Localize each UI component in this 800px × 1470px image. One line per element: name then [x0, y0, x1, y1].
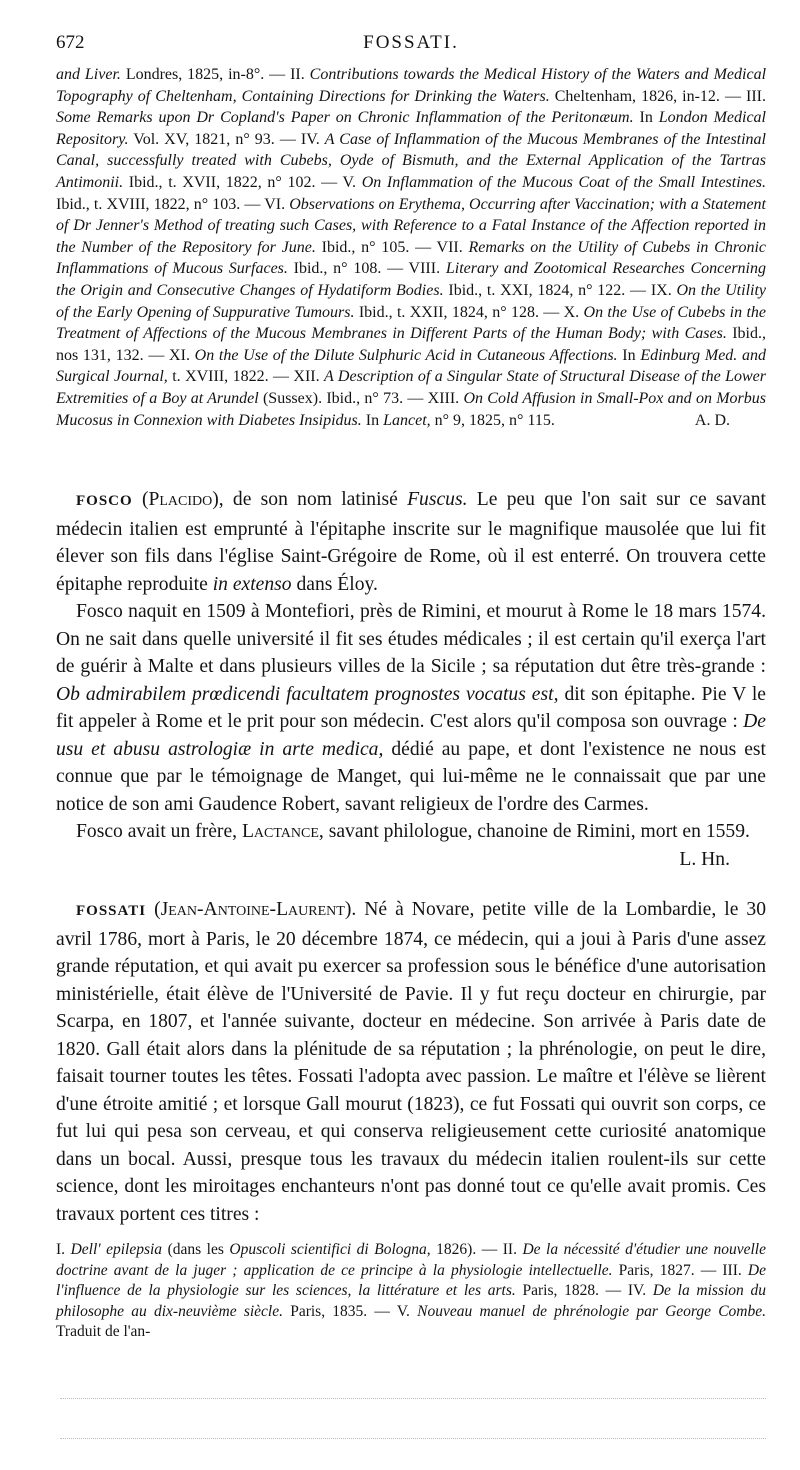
- text-run: Fosco avait un frère,: [76, 821, 242, 842]
- running-head: FOSSATI.: [363, 32, 459, 53]
- text-run: (Sussex). Ibid., n° 73. — XIII.: [258, 389, 464, 407]
- divider: [60, 1438, 766, 1439]
- italic-run: Contributions towards the Medical History of the Waters and Medical Topography of Cheltenham, Containing Directions for Drinking the Waters.: [56, 66, 767, 105]
- fosco-paragraph-3: [56, 818, 766, 870]
- italic-run: De la mission du philosophe au dix-neuvième siècle.: [56, 1282, 766, 1320]
- italic-run: London Medical Repository.: [56, 109, 766, 148]
- entry-fossati: [56, 896, 766, 1228]
- text-run: (dans les: [162, 1241, 230, 1258]
- text-run: n° 9, 1825, n° 115.: [430, 411, 555, 429]
- italic-run: On Cold Affusion in Small-Pox and on Morbus Mucosus in Connexion with Diabetes Insipidus.: [56, 389, 767, 429]
- italic-run: De la nécessité d'étudier une nouvelle doctrine avant de la juger ; application de ce principe à la physiologie intellectuelle.: [56, 1241, 766, 1279]
- entry-fosco: [56, 486, 766, 873]
- fossati-bibliography: [56, 1240, 766, 1343]
- text-run: Ibid., t. XVIII, 1822, n° 103. — VI.: [56, 195, 290, 213]
- italic-run: Observations on Erythema, Occurring after Vaccination; with a Statement of Dr Jenner's Method of treating such Cases, with Reference to a Fatal Instance of the Affection reported in the Number of the Repository for June.: [56, 195, 766, 256]
- entry-headword: FOSCO: [76, 493, 133, 509]
- text-run: Traduit de l'an-: [56, 1323, 151, 1340]
- text-run: Fosco naquit en 1509 à Montefiori, près de Rimini, et mourut à Rome le 18 mars 1574. On ne sait dans quelle université il fit ses études médicales ; il est certain qu'il exerça l'art de guérir à Malte et dans plusieurs villes de la Sicile ; sa réputation dut être très-grande :: [56, 601, 766, 677]
- italic-run: Ob admirabilem prœdicendi facultatem prognostes vocatus est,: [56, 683, 559, 705]
- italic-run: Edinburg Med. and Surgical Journal,: [56, 346, 767, 386]
- italic-run: A Case of Inflammation of the Mucous Membranes of the Intestinal Canal, successfully treated with Cubebs, Oyde of Bismuth, and the External Application of the Tartras Antimonii.: [56, 130, 767, 191]
- italic-run: A Description of a Singular State of Structural Disease of the Lower Extremities of a Boy at Arundel: [56, 368, 767, 407]
- text-run: In: [633, 109, 659, 127]
- italic-run: De usu et abusu astrologiæ in arte medica,: [56, 711, 766, 760]
- text-run: Vol. XV, 1821, n° 93. — IV.: [128, 130, 325, 148]
- author-signature: L. Hn.: [679, 848, 730, 870]
- text-run: ), de son nom latinisé: [212, 489, 408, 510]
- text-run: dédié au pape, et dont l'existence ne nous est connue que par le témoignage de Manget, qui lui-même ne le connaissait que par une notice de son ami Gaudence Robert, savant religieux de l'ordre des Carmes.: [56, 738, 766, 815]
- text-run: In: [617, 346, 641, 364]
- text-run: dans Éloy.: [291, 573, 378, 595]
- text-run: 1826). — II.: [430, 1241, 523, 1258]
- text-run: t. XVIII, 1822. — XII.: [167, 368, 325, 386]
- text-run: , savant philologue, chanoine de Rimini, mort en 1559.: [318, 821, 750, 842]
- italic-run: De l'influence de la physiologie sur les sciences, la littérature et les arts.: [56, 1261, 766, 1299]
- fosco-paragraph-2: [56, 598, 766, 818]
- text-run: (: [132, 489, 149, 510]
- italic-run: Dell' epilepsia: [70, 1241, 163, 1258]
- italic-run: On Inflammation of the Mucous Coat of the Small Intestines.: [361, 173, 767, 191]
- italic-run: and Liver.: [56, 66, 121, 83]
- text-run: Paris, 1835. — V.: [282, 1302, 418, 1320]
- italic-run: Some Remarks upon Dr Copland's Paper on Chronic Inflammation of the Peritonæum.: [56, 109, 634, 127]
- bibliography-text: [56, 66, 766, 429]
- text-run: Ibid., nos 131, 132. — XI.: [56, 325, 766, 364]
- text-run: Ibid., n° 108. — VIII.: [287, 260, 446, 278]
- italic-run: Literary and Zootomical Researches Concerning the Origin and Consecutive Changes of Hydatiform Bodies.: [56, 260, 766, 299]
- text-run: Ibid., t. XVII, 1822, n° 102. — V.: [123, 173, 362, 191]
- page-number: 672: [56, 32, 85, 53]
- text-run: I.: [56, 1241, 71, 1258]
- italic-run: On the Utility of the Early Opening of Suppurative Tumours.: [56, 281, 767, 321]
- page-header: [56, 32, 766, 58]
- text-run: Ibid., t. XXII, 1824, n° 128. — X.: [354, 303, 584, 321]
- text-run: Cheltenham, 1826, in-12. — III.: [549, 87, 766, 105]
- text-run: Le peu que l'on sait sur ce savant médecin italien est emprunté à l'épitaphe inscrite sur le magnifique mausolée que lui fit élever son fils dans l'église Saint-Grégoire de Rome, où il est enterré. On trouvera cette épitaphe reproduite: [56, 489, 766, 595]
- italic-run: Lancet,: [383, 411, 431, 429]
- small-caps-run: Jean-Antoine-Laurent: [160, 899, 345, 920]
- text-run: dit son épitaphe. Pie V le fit appeler à Rome et le prit pour son médecin. C'est alors qu'il composa son ouvrage :: [56, 683, 767, 732]
- small-caps-run: Lactance: [241, 821, 319, 842]
- italic-run: Remarks on the Utility of Cubebs in Chronic Inflammations of Mucous Surfaces.: [56, 238, 767, 278]
- text-run: Ibid., t. XXI, 1824, n° 122. — IX.: [443, 281, 677, 299]
- italic-run: Fuscus.: [407, 489, 468, 510]
- previous-entry-bibliography: [56, 64, 766, 431]
- small-caps-run: Placido: [148, 489, 213, 510]
- text-run: Londres, 1825, in-8°. — II.: [120, 66, 310, 83]
- text-run: Ibid., n° 105. — VII.: [315, 238, 469, 256]
- text-run: In: [361, 411, 384, 429]
- italic-run: On the Use of the Dilute Sulphuric Acid in Cutaneous Affections.: [194, 346, 618, 364]
- text-run: (: [146, 899, 161, 920]
- italic-run: in extenso: [212, 573, 292, 595]
- text-run: Paris, 1827. — III.: [612, 1261, 748, 1279]
- bibliography-text: [56, 1241, 766, 1340]
- text-run: Paris, 1828. — IV.: [515, 1282, 653, 1299]
- italic-run: On the Use of Cubebs in the Treatment of Affections of the Mucous Membranes in Different Parts of the Human Body; with Cases.: [56, 303, 767, 343]
- italic-run: Opuscoli scientifici di Bologna,: [229, 1241, 431, 1258]
- text-run: ). Né à Novare, petite ville de la Lombardie, le 30 avril 1786, mort à Paris, le 20 décembre 1874, ce médecin, qui a joui à Paris d'une assez grande réputation, et qui avait pu exercer sa profession sous le bénéfice d'une autorisation ministérielle, était élève de l'Université de Pavie. Il y fut reçu docteur en chirurgie, par Scarpa, en 1807, et l'année suivante, docteur en médecine. Son arrivée à Paris date de 1820. Gall était alors dans la plénitude de sa réputation ; la phrénologie, on peut le dire, faisait tourner toutes les têtes. Fossati l'adopta avec passion. Le maître et l'élève se lièrent d'une étroite amitié ; et lorsque Gall mourut (1823), ce fut Fossati qui ouvrit son corps, ce fut lui qui pesa son cerveau, et qui conserva religieusement cette curiosité anatomique dans un bocal. Aussi, presque tous les travaux du médecin italien roulent-ils sur cette science, dont les miroitages enchanteurs n'ont pas donné tout ce qu'elle avait promis. Ces travaux portent ces titres :: [56, 899, 766, 1225]
- fossati-paragraph-1: [56, 896, 766, 1228]
- italic-run: Nouveau manuel de phrénologie par George Combe.: [417, 1302, 766, 1320]
- divider: [60, 1398, 766, 1399]
- fosco-paragraph-1: [56, 486, 766, 598]
- entry-headword: FOSSATI: [76, 903, 147, 919]
- author-signature: A. D.: [694, 411, 730, 429]
